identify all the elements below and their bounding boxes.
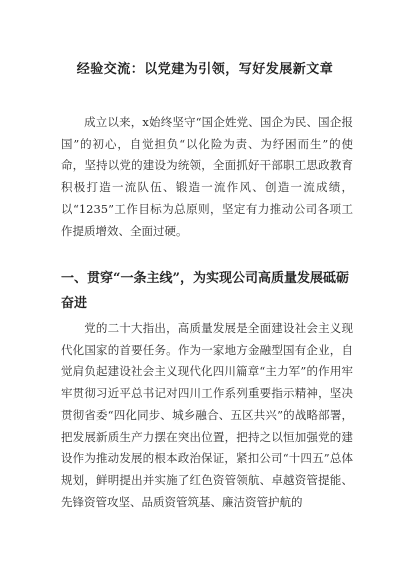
paragraph-section-1 (61, 318, 353, 513)
paragraph-intro-text: 成立以来，x始终坚守“国企姓党、国企为民、国企报国”的初心，自觉担负“以化险为责、为纾困而生”的使命，坚持以党的建设为统领，全面抓好干部职工思政教育积极打造一流队伍、锻造一流作风、创造一流成绩，以“1235”工作目标为总原则，坚定有力推动公司各项工作提质增效、全面过硬。 (61, 115, 353, 238)
paragraph-intro (61, 112, 353, 242)
document-title: 经验交流：以党建为引领，写好发展新文章 (76, 62, 334, 77)
section-heading-1: 一、贯穿“一条主线”，为实现公司高质量发展砥砺奋进 (61, 271, 349, 311)
paragraph-section-1-text: 党的二十大指出，高质量发展是全面建设社会主义现代化国家的首要任务。作为一家地方金融型国有企业，自觉肩负起建设社会主义现代化四川篇章“主力军”的作用牢牢贯彻习近平总书记对四川工作系列重要指示精神，坚决贯彻省委“四化同步、城乡融合、五区共兴”的战略部署，把发展新质生产力摆在突出位置，把持之以恒加强党的建设作为推动发展的根本政治保证，紧扣公司“十四五”总体规划，鲜明提出并实施了红色资管领航、卓越资管提能、先锋资管攻坚、品质资管筑基、廉洁资管护航的 (61, 321, 353, 509)
